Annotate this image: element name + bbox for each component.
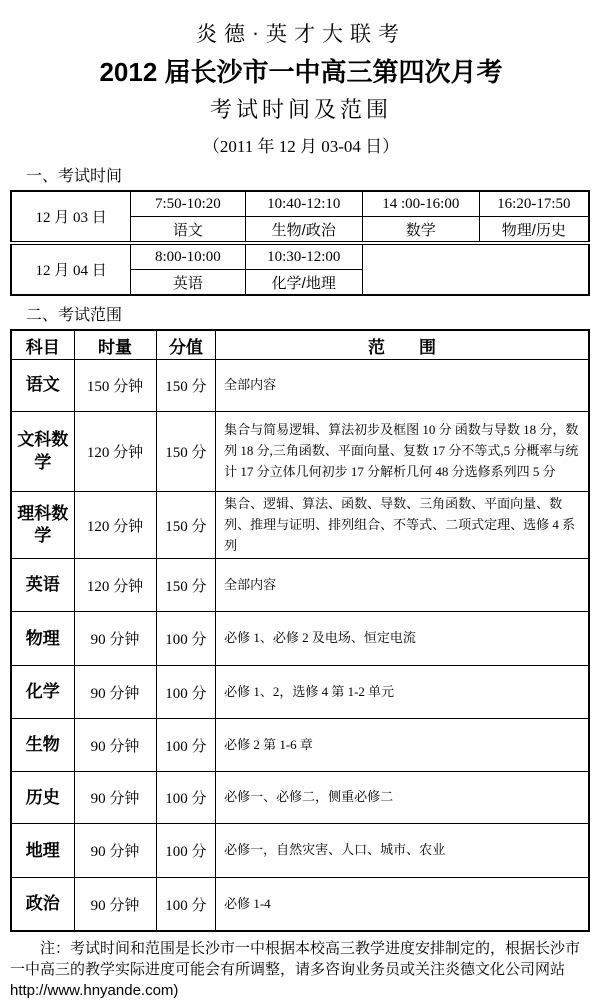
- scope-score-cell: 150 分: [156, 559, 216, 612]
- scope-duration-cell: 120 分钟: [74, 492, 156, 559]
- scope-range-cell: 必修 1、2，选修 4 第 1-2 单元: [216, 666, 589, 719]
- scope-range-cell: 必修 1、必修 2 及电场、恒定电流: [216, 612, 589, 666]
- exam-scope-table: [10, 329, 590, 932]
- scope-subject-cell: 地理: [11, 824, 74, 878]
- scope-subject-cell: 历史: [11, 772, 74, 824]
- scope-header-range: 范 围: [216, 330, 589, 360]
- scope-range-cell: 必修一，自然灾害、人口、城市、农业: [216, 824, 589, 878]
- schedule-day2-slot2-subject-cell: 化学/地理: [245, 270, 362, 296]
- scope-duration-cell: 90 分钟: [74, 666, 156, 719]
- schedule-day1-slot4-time-cell: 16:20-17:50: [479, 191, 589, 217]
- scope-range-cell: 集合与简易逻辑、算法初步及框图 10 分 函数与导数 18 分，数列 18 分,三角函数、平面向量、复数 17 分不等式,5 分概率与统计 17 分立体几何初步 17 分解析几何 48 分选修系列四 5 分: [216, 412, 589, 492]
- schedule-day2-slot1-time-cell: 8:00-10:00: [131, 243, 245, 270]
- scope-row-chinese: [11, 360, 589, 412]
- schedule-day2-slot2-time-cell: 10:30-12:00: [245, 243, 362, 270]
- scope-score-cell: 100 分: [156, 666, 216, 719]
- scope-subject-cell: 文科数学: [11, 412, 74, 492]
- scope-range-cell: 集合、逻辑、算法、函数、导数、三角函数、平面向量、数列、推理与证明、排列组合、不等式、二项式定理、选修 4 系列: [216, 492, 589, 559]
- scope-range-cell: 全部内容: [216, 360, 589, 412]
- scope-row-physics: [11, 612, 589, 666]
- schedule-day2-time-row: [11, 243, 589, 270]
- scope-header-score: 分值: [156, 330, 216, 360]
- schedule-day1-slot2-subject-cell: 生物/政治: [245, 217, 362, 244]
- scope-header-duration: 时量: [74, 330, 156, 360]
- scope-row-biology: [11, 719, 589, 772]
- scope-range-cell: 必修一、必修二，侧重必修二: [216, 772, 589, 824]
- exam-schedule-table: [10, 190, 590, 296]
- scope-duration-cell: 120 分钟: [74, 559, 156, 612]
- exam-main-title: 2012 届长沙市一中高三第四次月考: [99, 57, 503, 87]
- scope-row-science-math: [11, 492, 589, 559]
- scope-subject-cell: 化学: [11, 666, 74, 719]
- schedule-day1-slot2-time-cell: 10:40-12:10: [245, 191, 362, 217]
- schedule-day1-slot1-time-cell: 7:50-10:20: [131, 191, 245, 217]
- scope-score-cell: 150 分: [156, 412, 216, 492]
- schedule-day2-date-cell: 12 月 04 日: [11, 243, 131, 295]
- schedule-day2-empty-cell: [362, 243, 589, 295]
- scope-score-cell: 100 分: [156, 772, 216, 824]
- brand-title: 炎德·英才大联考: [196, 22, 406, 46]
- scope-score-cell: 100 分: [156, 719, 216, 772]
- scope-header-subject: 科目: [11, 330, 74, 360]
- scope-subject-cell: 生物: [11, 719, 74, 772]
- scope-duration-cell: 90 分钟: [74, 824, 156, 878]
- scope-score-cell: 100 分: [156, 824, 216, 878]
- scope-row-history: [11, 772, 589, 824]
- scope-row-liberal-arts-math: [11, 412, 589, 492]
- scope-score-cell: 150 分: [156, 492, 216, 559]
- exam-subtitle: 考试时间及范围: [209, 97, 392, 122]
- scope-score-cell: 150 分: [156, 360, 216, 412]
- scope-range-cell: 必修 2 第 1-6 章: [216, 719, 589, 772]
- scope-duration-cell: 90 分钟: [74, 772, 156, 824]
- scope-subject-cell: 英语: [11, 559, 74, 612]
- scope-range-cell: 全部内容: [216, 559, 589, 612]
- scope-duration-cell: 120 分钟: [74, 412, 156, 492]
- scope-row-english: [11, 559, 589, 612]
- scope-duration-cell: 90 分钟: [74, 719, 156, 772]
- section-heading-exam-scope: 二、考试范围: [26, 307, 123, 324]
- scope-row-geography: [11, 824, 589, 878]
- scope-score-cell: 100 分: [156, 878, 216, 931]
- scope-subject-cell: 政治: [11, 878, 74, 931]
- exam-date-range: （2011 年 12 月 03-04 日）: [202, 137, 400, 156]
- section-heading-exam-time: 一、考试时间: [26, 168, 123, 185]
- footnote: 注：考试时间和范围是长沙市一中根据本校高三教学进度安排制定的，根据长沙市一中高三的教学实际进度可能会有所调整，请多咨询业务员或关注炎德文化公司网站http://www.hnyande.com): [10, 939, 581, 999]
- scope-duration-cell: 90 分钟: [74, 878, 156, 931]
- schedule-day1-date-cell: 12 月 03 日: [11, 191, 131, 243]
- schedule-day1-slot1-subject-cell: 语文: [131, 217, 245, 244]
- scope-subject-cell: 语文: [11, 360, 74, 412]
- scope-range-cell: 必修 1-4: [216, 878, 589, 931]
- scope-subject-cell: 物理: [11, 612, 74, 666]
- schedule-day1-time-row: [11, 191, 589, 217]
- scope-duration-cell: 90 分钟: [74, 612, 156, 666]
- scope-header-row: [11, 330, 589, 360]
- scope-score-cell: 100 分: [156, 612, 216, 666]
- scope-row-chemistry: [11, 666, 589, 719]
- schedule-day1-slot4-subject-cell: 物理/历史: [479, 217, 589, 244]
- schedule-day1-slot3-time-cell: 14 :00-16:00: [362, 191, 479, 217]
- scope-subject-cell: 理科数学: [11, 492, 74, 559]
- scope-row-politics: [11, 878, 589, 931]
- scope-duration-cell: 150 分钟: [74, 360, 156, 412]
- schedule-day2-slot1-subject-cell: 英语: [131, 270, 245, 296]
- schedule-day1-slot3-subject-cell: 数学: [362, 217, 479, 244]
